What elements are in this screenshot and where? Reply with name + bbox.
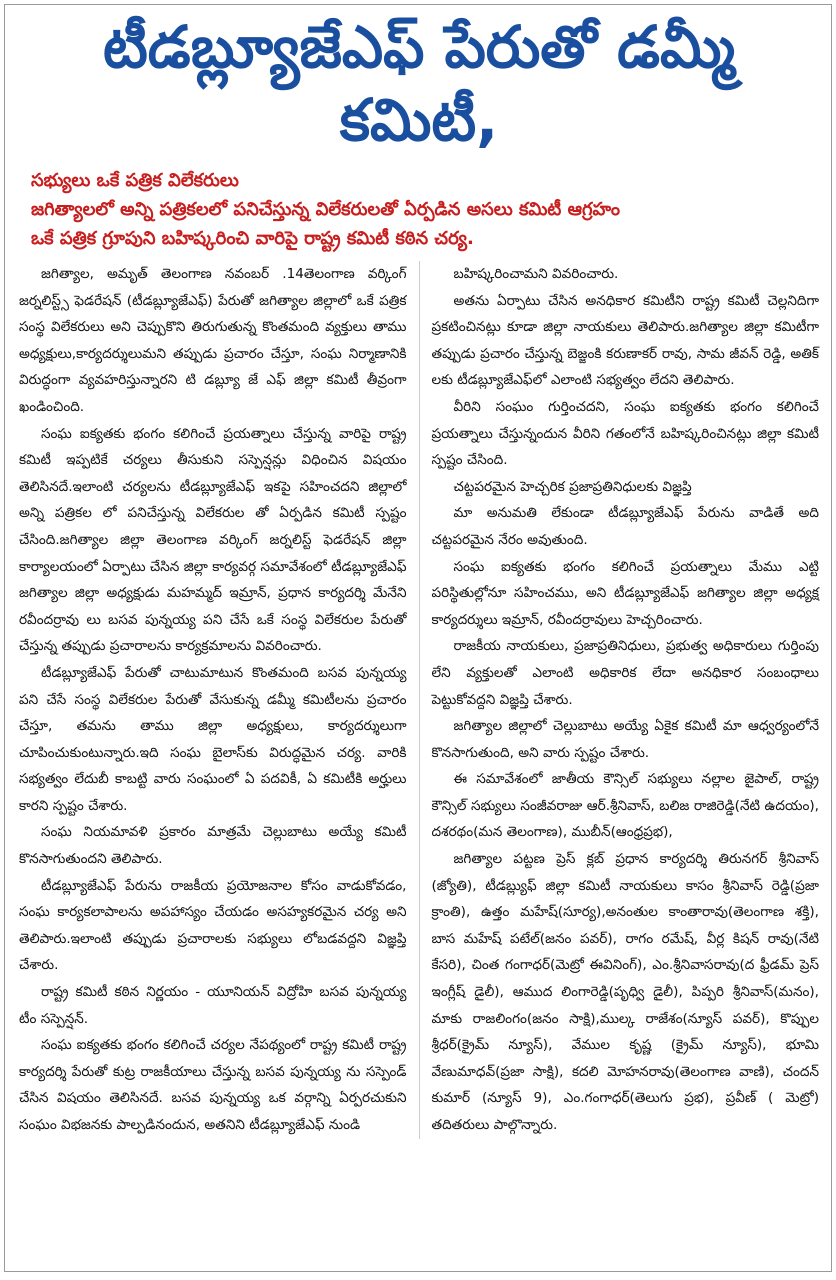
- subheadings: [31, 166, 811, 253]
- paragraph: వీరిని సంఘం గుర్తించదని, సంఘ ఐక్యతకు భంగం కలిగించే ప్రయత్నాలు చేస్తున్నందున వీరిని గతంలోనే బహిష్కరించినట్లు జిల్లా కమిటీ స్పష్టం చేసింది.: [431, 398, 819, 469]
- article-column-right: [432, 261, 820, 1139]
- paragraph: సంఘ ఐక్యతకు భంగం కలిగించే ప్రయత్నాలు మేము ఎట్టి పరిస్థితుల్లోనూ సహించము, అని టీడబ్ల్యూజేఎఫ్ జగిత్యాల జిల్లా అధ్యక్ష కార్యదర్శులు ఇమ్రాన్, రవీందర్రావులు హెచ్చరించారు.: [431, 558, 819, 628]
- subheading: జగిత్యాలలో అన్ని పత్రికలలో పనిచేస్తున్న విలేకరులతో ఏర్పడిన అసలు కమిటీ ఆగ్రహం: [31, 199, 620, 220]
- subheading: సభ్యులు ఒకే పత్రిక విలేకరులు: [31, 170, 239, 191]
- paragraph: టీడబ్ల్యూజేఎఫ్ పేరును రాజకీయ ప్రయోజనాల కోసం వాడుకోవడం, సంఘ కార్యకలాపాలను అపహాస్యం చేయడం అసహ్యకరమైన చర్య అని తెలిపారు.ఇలాంటి తప్పుడు ప్రచారాలకు సభ్యులు లోబడవద్దని విజ్ఞప్తి చేశారు.: [19, 877, 407, 974]
- paragraph: జగిత్యాల జిల్లాలో చెల్లుబాటు అయ్యే ఏకైక కమిటీ మా ఆధ్వర్యంలోనే కొనసాగుతుంది, అని వారు స్పష్టం చేశారు.: [431, 718, 819, 761]
- article-body: [19, 261, 819, 1139]
- paragraph: టీడబ్ల్యూజేఎఫ్ పేరుతో చాటుమాటున కొంతమంది బసవ పున్నయ్య పని చేసే సంస్థ విలేకరుల పేరుతో వేసుకున్న డమ్మీ కమిటీలను ప్రచారం చేస్తూ, తమను తాము జిల్లా అధ్యక్షులు, కార్యదర్శులుగా చూపించుకుంటున్నారు.ఇది సంఘ బైలాస్‌కు విరుద్ధమైన చర్య. వారికి సభ్యత్వం లేదుబీ కాబట్టి వారు సంఘంలో ఏ పదవికీ, ఏ కమిటీకి అర్హులు కారని స్పష్టం చేశారు.: [19, 664, 407, 814]
- paragraph: రాజకీయ నాయకులు, ప్రజాప్రతినిధులు, ప్రభుత్వ అధికారులు గుర్తింపు లేని వ్యక్తులతో ఎలాంటి అధికారిక లేదా అనధికార సంబంధాలు పెట్టుకోవద్దని విజ్ఞప్తి చేశారు.: [431, 638, 819, 708]
- headline: టీడబ్ల్యూజేఎఫ్ పేరుతో డమ్మీ కమిటీ,: [103, 13, 735, 154]
- paragraph: అతను ఏర్పాటు చేసిన అనధికార కమిటీని రాష్ట్ర కమిటీ చెల్లనిదిగా ప్రకటించినట్లు కూడా జిల్లా నాయకులు తెలిపారు.జగిత్యాల జిల్లా కమిటీగా తప్పుడు ప్రచారం చేస్తున్న బెజ్జంకి కరుణాకర్ రావు, సామ జీవన్ రెడ్డి, అతిక్ లకు టీడబ్ల్యూజేఎఫ్‌లో ఎలాంటి సభ్యత్వం లేదని తెలిపారు.: [431, 292, 819, 389]
- column-divider: [419, 261, 420, 1139]
- paragraph: ఈ సమావేశంలో జాతీయ కౌన్సిల్ సభ్యులు నల్లాల జైపాల్, రాష్ట్ర కౌన్సిల్ సభ్యులు సంజీవరాజు ఆర్.శ్రీనివాస్, బలిజ రాజిరెడ్డి(నేటి ఉదయం), దశరథం(మన తెలంగాణ), ముబీన్(ఆంధ్రప్రభ),: [431, 771, 819, 841]
- paragraph: జగిత్యాల పట్టణ ప్రెస్ క్లబ్ ప్రధాన కార్యదర్శి తిరునగర్ శ్రీనివాస్ (జ్యోతి), టీడబ్ల్యుఫ్ జిల్లా కమిటీ నాయకులు కాసం శ్రీనివాస్ రెడ్డి(ప్రజా క్రాంతి), ఉత్తం మహేష్(సూర్య),అనంతుల కాంతారావు(తెలంగాణ శక్తి), బాస మహేష్ పటేల్(జనం పవర్), రాగం రమేష్, వీర్ల కిషన్ రావు(నేటి కేసరి), చింత గంగాధర్(మెట్రో ఈవినింగ్), ఎం.శ్రీనివాసరావు(ద ఫ్రీడమ్ ప్రెస్ ఇంగ్లీష్ డైలీ), ఆముద లింగారెడ్డి(పృధ్వి డైలీ), పిప్పరి శ్రీనివాస్(మనం), మాకు రాజలింగం(జనం సాక్షి),ముల్క రాజేశం(న్యూస్ పవర్), కొప్పుల శ్రీధర్(క్రైమ్ న్యూస్), వేముల కృష్ణ (క్రైమ్ న్యూస్), భూమి వేణుమాధవ్(ప్రజా సాక్షి), కదలి మోహనరావు(తెలంగాణ వాణి), చందన్ కుమార్ (న్యూస్ 9), ఎం.గంగాధర్(తెలుగు ప్రభ), ప్రవీణ్ ( మెట్రో) తదితరులు పాల్గొన్నారు.: [431, 851, 819, 1133]
- section-subheading: రాష్ట్ర కమిటీ కఠిన నిర్ణయం - యూనియన్ విద్రోహి బసవ పున్నయ్య టీం సస్పెన్షన్.: [19, 984, 407, 1027]
- subheading: ఒకే పత్రిక గ్రూపుని బహిష్కరించి వారిపై రాష్ట్ర కమిటీ కఠిన చర్య.: [31, 228, 474, 249]
- paragraph: బహిష్కరించామని వివరించారు.: [453, 266, 619, 282]
- paragraph: సంఘ ఐక్యతకు భంగం కలిగించే ప్రయత్నాలు చేస్తున్న వారిపై రాష్ట్ర కమిటీ ఇప్పటికే చర్యలు తీసుకుని సస్పెన్షన్లు విధించిన విషయం తెలిసినదే.ఇలాంటి చర్యలను టీడబ్ల్యూజేఎఫ్ ఇకపై సహించదని జిల్లాలో అన్ని పత్రికల లో పనిచేస్తున్న విలేకరుల తో ఏర్పడిన కమిటీ స్పష్టం చేసింది.జగిత్యాల జిల్లా తెలంగాణ వర్కింగ్ జర్నలిస్ట్ ఫెడరేషన్ జిల్లా కార్యాలయంలో ఏర్పాటు చేసిన జిల్లా కార్యవర్గ సమావేశంలో టీడబ్ల్యూజేఎఫ్ జగిత్యాల జిల్లా అధ్యక్షుడు మహమ్మద్ ఇమ్రాన్, ప్రధాన కార్యదర్శి మేనేని రవీందర్రావు లు బసవ పున్నయ్య పని చేసే ఒకే సంస్థ విలేకరుల పేరుతో చేస్తున్న తప్పుడు ప్రచారాలను కార్యక్రమాలను వివరించారు.: [19, 425, 407, 655]
- article-column-left: [19, 261, 407, 1139]
- section-subheading: చట్టపరమైన హెచ్చరిక ప్రజాప్రతినిధులకు విజ్ఞప్తి: [453, 478, 692, 495]
- paragraph: మా అనుమతి లేకుండా టీడబ్ల్యూజేఎఫ్ పేరును వాడితే అది చట్టపరమైన నేరం అవుతుంది.: [431, 505, 819, 548]
- paragraph: జగిత్యాల, అమృత్ తెలంగాణ నవంబర్ .14తెలంగాణ వర్కింగ్ జర్నలిస్ట్స్ ఫెడరేషన్ (టీడబ్ల్యూజేఎఫ్) పేరుతో జగిత్యాల జిల్లాలో ఒకే పత్రిక సంస్థ విలేకరులు అని చెప్పుకొని తిరుగుతున్న కొంతమంది వ్యక్తులు తాము అధ్యక్షులు,కార్యదర్శులుమని తప్పుడు ప్రచారం చేస్తూ, సంఘ నిర్మాణానికి విరుద్ధంగా వ్యవహరిస్తున్నారని టి డబ్ల్యూ జే ఎఫ్ జిల్లా కమిటీ తీవ్రంగా ఖండించింది.: [19, 266, 407, 415]
- paragraph: సంఘ ఐక్యతకు భంగం కలిగించే చర్యల నేపథ్యంలో రాష్ట్ర కమిటీ రాష్ట్ర కార్యదర్శి పేరుతో కుట్ర రాజకీయాలు చేస్తున్న బసవ పున్నయ్య ను సస్పెండ్ చేసిన విషయం తెలిసినదే. బసవ పున్నయ్య ఒక వర్గాన్ని ఏర్పరచుకుని సంఘం విభజనకు పాల్పడినందున, అతనిని టీడబ్ల్యూజేఎఫ్ నుండి: [19, 1037, 407, 1133]
- clipping-border: [4, 4, 832, 1272]
- paragraph: సంఘ నియమావళి ప్రకారం మాత్రమే చెల్లుబాటు అయ్యే కమిటీ కొనసాగుతుందని తెలిపారు.: [19, 824, 407, 868]
